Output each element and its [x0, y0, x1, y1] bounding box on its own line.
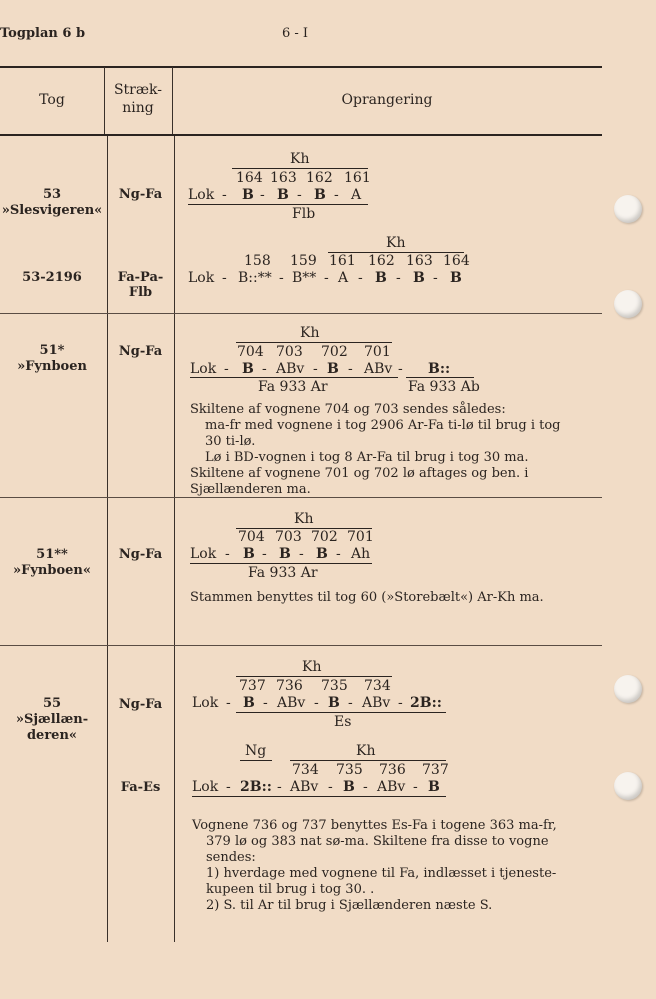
car-type: 2B::	[240, 779, 272, 795]
column-header-formation: Oprangering	[341, 92, 433, 108]
note-line: Lø i BD-vognen i tog 8 Ar-Fa til brug i tog 30 ma.	[205, 450, 529, 465]
car-type: B	[343, 779, 355, 795]
car-number: 702	[321, 344, 348, 360]
destination-rule	[236, 712, 446, 713]
note-line: 30 ti-lø.	[205, 434, 256, 449]
note-line: 379 lø og 383 nat sø-ma. Skiltene fra disse to vogne	[206, 834, 549, 849]
route: Fa-Es	[120, 780, 161, 795]
dash: -	[222, 187, 227, 203]
note-line: sendes:	[206, 850, 256, 865]
dash: -	[324, 270, 329, 286]
note-line: kupeen til brug i tog 30. .	[206, 882, 375, 897]
destination-rule	[188, 204, 368, 205]
dash: -	[358, 270, 363, 286]
dash: -	[348, 695, 353, 711]
car-type: B	[243, 695, 255, 711]
dash: -	[313, 361, 318, 377]
note-line: ma-fr med vognene i tog 2906 Ar-Fa ti-lø til brug i tog	[205, 418, 561, 433]
lok-label: Lok	[190, 361, 217, 377]
car-number: 164	[443, 253, 470, 269]
route: Flb	[128, 285, 153, 300]
column-header-train: Tog	[39, 92, 65, 108]
lok-label: Lok	[188, 187, 215, 203]
dash: -	[336, 546, 341, 562]
dash: -	[363, 779, 368, 795]
dash: -	[279, 270, 284, 286]
dash: -	[348, 361, 353, 377]
dash: -	[224, 361, 229, 377]
car-number: 161	[329, 253, 356, 269]
dash: -	[262, 546, 267, 562]
dash: -	[314, 695, 319, 711]
car-number: 736	[379, 762, 406, 778]
destination-bottom: Fa 933 Ar	[258, 379, 328, 395]
destination-rule	[190, 377, 398, 378]
car-type: B	[277, 187, 289, 203]
lok-label: Lok	[188, 270, 215, 286]
dash: -	[222, 270, 227, 286]
dash: -	[225, 546, 230, 562]
car-number: 162	[368, 253, 395, 269]
destination-rule	[192, 796, 446, 797]
car-type: ABv	[362, 695, 391, 711]
punch-hole	[614, 675, 642, 703]
car-type: B	[279, 546, 291, 562]
lok-label: Lok	[192, 695, 219, 711]
table-top-rule	[0, 66, 602, 68]
dash: -	[398, 361, 403, 377]
column-divider	[174, 136, 175, 942]
punch-hole	[614, 772, 642, 800]
car-type: B	[428, 779, 440, 795]
destination-top: Kh	[356, 743, 376, 759]
car-number: 737	[239, 678, 266, 694]
column-header-route: Stræk-	[113, 82, 163, 98]
dash: -	[433, 270, 438, 286]
car-type: B	[242, 361, 254, 377]
car-number: 703	[276, 344, 303, 360]
car-type: ABv	[277, 695, 306, 711]
dash: -	[297, 187, 302, 203]
destination-top: Kh	[290, 151, 310, 167]
dash: -	[413, 779, 418, 795]
train-number: 53	[42, 187, 62, 202]
car-number: 161	[344, 170, 371, 186]
page-number: 6 - I	[282, 26, 309, 41]
destination-rule	[232, 168, 368, 169]
dash: -	[226, 779, 231, 795]
dash: -	[396, 270, 401, 286]
column-header-route: ning	[122, 100, 154, 116]
car-number: 734	[292, 762, 319, 778]
car-type: B**	[292, 270, 317, 286]
car-type: ABv	[364, 361, 393, 377]
train-number: 51*	[39, 343, 65, 358]
note-line: Skiltene af vognene 701 og 702 lø aftages og ben. i	[190, 466, 529, 481]
destination-bottom: Fa 933 Ab	[408, 379, 480, 395]
destination-rule	[190, 563, 372, 564]
train-number: 55	[42, 696, 62, 711]
destination-bottom: Es	[334, 714, 352, 730]
car-type: B	[413, 270, 425, 286]
route: Ng-Fa	[118, 697, 163, 712]
note-line: Vognene 736 og 737 benyttes Es-Fa i togene 363 ma-fr,	[192, 818, 557, 833]
car-number: 159	[290, 253, 317, 269]
car-type: B	[243, 546, 255, 562]
document-title: Togplan 6 b	[0, 26, 86, 41]
dash: -	[262, 361, 267, 377]
train-name: »Slesvigeren«	[1, 203, 103, 218]
car-number: 737	[422, 762, 449, 778]
train-name: »Sjællæn-	[15, 712, 89, 727]
destination-rule	[236, 676, 392, 677]
column-divider	[107, 136, 108, 942]
car-number: 701	[347, 529, 374, 545]
dash: -	[260, 187, 265, 203]
car-number: 163	[270, 170, 297, 186]
car-number: 735	[336, 762, 363, 778]
destination-top: Kh	[294, 511, 314, 527]
dash: -	[299, 546, 304, 562]
destination-bottom: Flb	[292, 206, 316, 222]
car-number: 736	[276, 678, 303, 694]
lok-label: Lok	[190, 546, 217, 562]
car-number: 704	[238, 529, 265, 545]
car-type: A	[351, 187, 362, 203]
note-line: 2) S. til Ar til brug i Sjællænderen næste S.	[206, 898, 493, 913]
train-name: »Fynboen«	[13, 563, 91, 578]
destination-left: Ng	[245, 743, 267, 759]
note-line: Skiltene af vognene 704 og 703 sendes således:	[190, 402, 506, 417]
car-type: B	[316, 546, 328, 562]
car-type: B	[450, 270, 462, 286]
destination-top: Kh	[302, 659, 322, 675]
car-type: B::**	[238, 270, 272, 286]
destination-bottom: Fa 933 Ar	[248, 565, 318, 581]
destination-rule	[236, 342, 392, 343]
car-number: 704	[237, 344, 264, 360]
car-number: 158	[244, 253, 271, 269]
destination-top: Kh	[386, 235, 406, 251]
car-type: ABv	[290, 779, 319, 795]
car-type: B	[242, 187, 254, 203]
car-type: B	[314, 187, 326, 203]
car-number: 702	[311, 529, 338, 545]
car-type: ABv	[276, 361, 305, 377]
car-number: 164	[236, 170, 263, 186]
destination-rule	[290, 760, 446, 761]
car-number: 162	[306, 170, 333, 186]
car-type: B	[327, 361, 339, 377]
destination-rule	[406, 377, 474, 378]
dash: -	[263, 695, 268, 711]
dash: -	[328, 779, 333, 795]
train-name: deren«	[26, 728, 78, 743]
route: Ng-Fa	[118, 547, 163, 562]
car-type: B	[328, 695, 340, 711]
dash: -	[226, 695, 231, 711]
train-name: »Fynboen	[17, 359, 87, 374]
car-type: A	[338, 270, 349, 286]
car-type: 2B::	[410, 695, 442, 711]
note-line: Stammen benyttes til tog 60 (»Storebælt«) Ar-Kh ma.	[190, 590, 544, 605]
car-number: 734	[364, 678, 391, 694]
dash: -	[334, 187, 339, 203]
destination-rule	[240, 760, 272, 761]
car-type: Ah	[351, 546, 371, 562]
route: Ng-Fa	[118, 344, 163, 359]
row-divider	[0, 313, 602, 314]
car-type: ABv	[377, 779, 406, 795]
punch-hole	[614, 195, 642, 223]
car-number: 163	[406, 253, 433, 269]
note-line: Sjællænderen ma.	[190, 482, 311, 497]
lok-label: Lok	[192, 779, 219, 795]
car-number: 703	[275, 529, 302, 545]
route: Ng-Fa	[118, 187, 163, 202]
car-type: B	[375, 270, 387, 286]
punch-hole	[614, 290, 642, 318]
train-number: 51**	[36, 547, 68, 562]
car-number: 735	[321, 678, 348, 694]
car-number: 701	[364, 344, 391, 360]
car-type: B::	[428, 361, 451, 377]
table-header-rule	[0, 134, 602, 136]
row-divider	[0, 645, 602, 646]
dash: -	[277, 779, 282, 795]
note-line: 1) hverdage med vognene til Fa, indlæsset i tjeneste-	[206, 866, 557, 881]
dash: -	[398, 695, 403, 711]
destination-top: Kh	[300, 325, 320, 341]
train-number: 53-2196	[22, 270, 82, 285]
route: Fa-Pa-	[117, 270, 164, 285]
